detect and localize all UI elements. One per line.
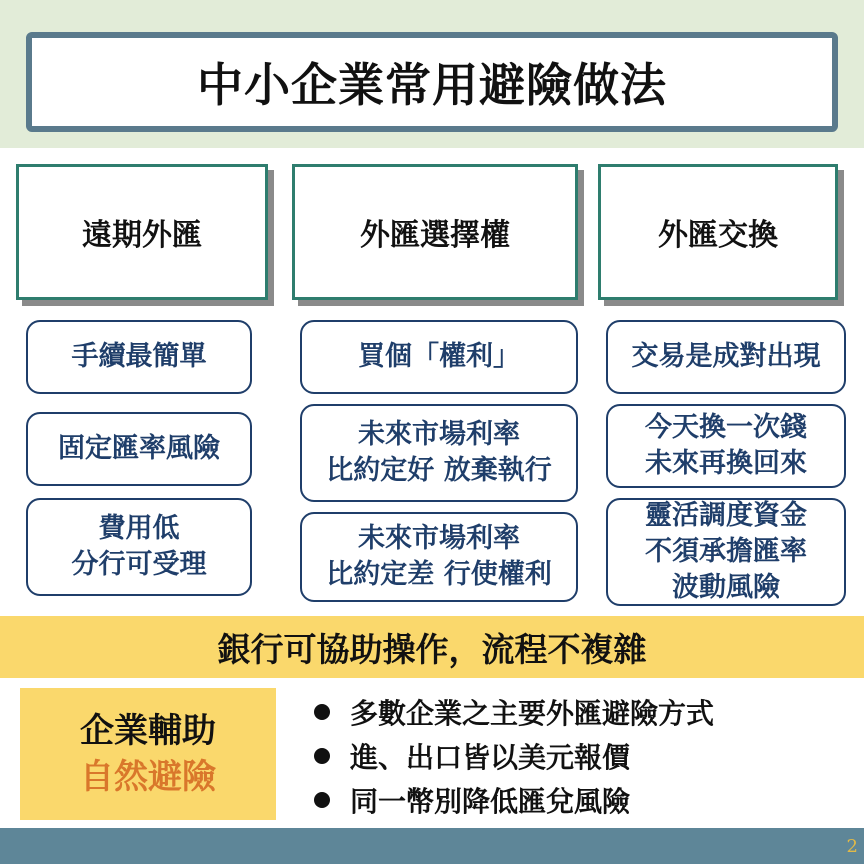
- natural-hedge-box: [20, 688, 276, 820]
- item-text: 波動風險: [672, 572, 780, 603]
- list-item: [312, 690, 852, 734]
- item-text: 靈活調度資金: [645, 500, 807, 531]
- column-header-label: 遠期外匯: [82, 218, 202, 253]
- forward-item-3: [26, 498, 252, 596]
- item-text: 費用低: [98, 513, 180, 544]
- item-text: 不須承擔匯率: [645, 536, 807, 567]
- banner-text: 銀行可協助操作，流程不複雜: [217, 629, 647, 669]
- column-header-label: 外匯選擇權: [360, 218, 510, 253]
- item-text: 買個「權利」: [358, 341, 520, 372]
- column-header-option: [292, 164, 578, 300]
- bullet-dot-icon: [314, 792, 330, 808]
- bullet-list: [312, 690, 852, 822]
- swap-item-2: [606, 404, 846, 488]
- forward-item-2: [26, 412, 252, 486]
- side-box-line1: 企業輔助: [80, 711, 216, 751]
- bullet-dot-icon: [314, 704, 330, 720]
- forward-item-1: [26, 320, 252, 394]
- item-text: 今天換一次錢: [645, 412, 807, 443]
- item-text: 未來市場利率: [358, 523, 520, 554]
- side-box-line2: 自然避險: [80, 757, 216, 797]
- option-item-3: [300, 512, 578, 602]
- item-text: 固定匯率風險: [58, 433, 220, 464]
- footer-bar: [0, 828, 864, 864]
- list-item: [312, 778, 852, 822]
- bullet-text: 進、出口皆以美元報價: [350, 741, 631, 774]
- option-item-1: [300, 320, 578, 394]
- item-text: 未來再換回來: [645, 448, 807, 479]
- list-item: [312, 734, 852, 778]
- title-box: [26, 32, 838, 132]
- column-header-forward: [16, 164, 268, 300]
- swap-item-1: [606, 320, 846, 394]
- bank-assist-banner: [0, 616, 864, 678]
- item-text: 未來市場利率: [358, 419, 520, 450]
- swap-item-3: [606, 498, 846, 606]
- column-header-label: 外匯交換: [658, 218, 778, 253]
- item-text: 分行可受理: [71, 549, 207, 580]
- bullet-text: 多數企業之主要外匯避險方式: [350, 697, 715, 730]
- column-header-swap: [598, 164, 838, 300]
- item-text: 比約定差 行使權利: [326, 559, 552, 590]
- item-text: 比約定好 放棄執行: [326, 455, 552, 486]
- item-text: 手續最簡單: [71, 341, 207, 372]
- item-text: 交易是成對出現: [631, 341, 821, 372]
- page-title: 中小企業常用避險做法: [197, 58, 667, 112]
- bullet-text: 同一幣別降低匯兌風險: [350, 785, 631, 818]
- page-number: 2: [846, 836, 858, 857]
- bullet-dot-icon: [314, 748, 330, 764]
- option-item-2: [300, 404, 578, 502]
